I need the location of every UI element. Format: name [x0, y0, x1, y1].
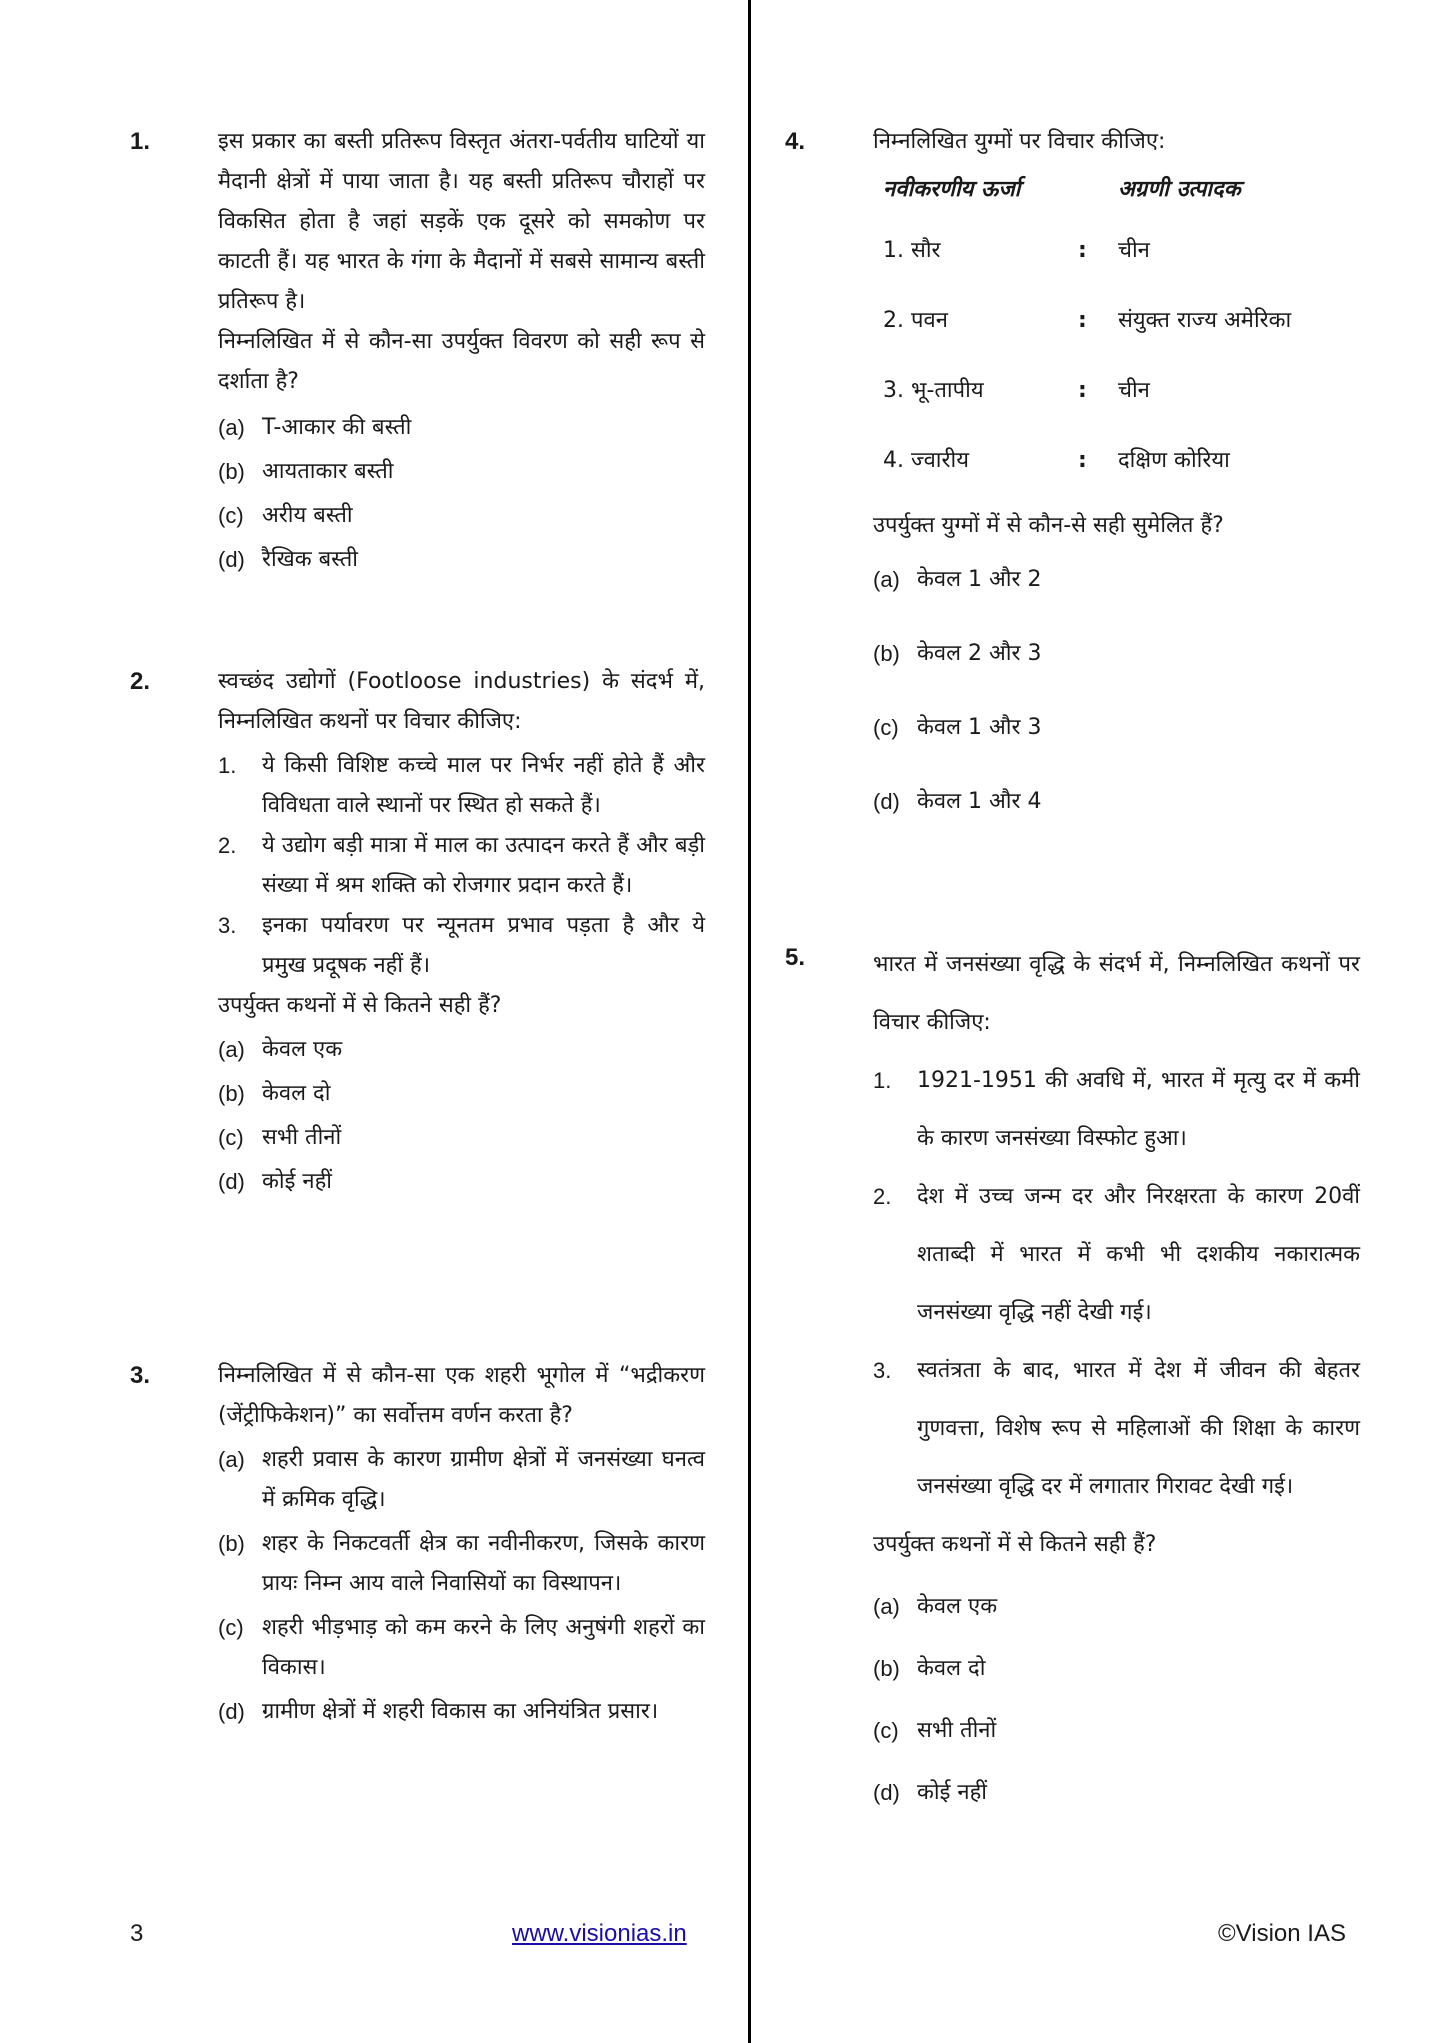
column-divider — [748, 0, 751, 2043]
question-4-text: निम्नलिखित युग्मों पर विचार कीजिए: — [873, 129, 1166, 154]
option-c: (c) अरीय बस्ती — [218, 503, 353, 528]
pair-row: 1. सौर : चीन — [883, 238, 1150, 263]
question-1-options — [218, 408, 705, 580]
question-1-ask: निम्नलिखित में से कौन-सा उपर्युक्त विवरण को सही रूप से दर्शाता है? — [218, 329, 705, 394]
statement-1: 1. 1921-1951 की अवधि में, भारत में मृत्यु दर में कमी के कारण जनसंख्या विस्फोट हुआ। — [873, 1068, 1360, 1151]
option-c: (c) सभी तीनों — [218, 1125, 342, 1150]
question-5-text: भारत में जनसंख्या वृद्धि के संदर्भ में, निम्नलिखित कथनों पर विचार कीजिए: — [873, 952, 1360, 1035]
question-5-ask: उपर्युक्त कथनों में से कितने सही हैं? — [873, 1532, 1157, 1557]
option-b: (b) शहर के निकटवर्ती क्षेत्र का नवीनीकरण, जिसके कारण प्रायः निम्न आय वाले निवासियों का विस्थापन। — [218, 1531, 705, 1596]
column-header-producer: अग्रणी उत्पादक — [1118, 177, 1241, 202]
question-5-number: 5. — [785, 944, 806, 971]
question-4-ask: उपर्युक्त युग्मों में से कौन-से सही सुमेलित हैं? — [873, 513, 1224, 538]
pairs-table — [883, 170, 1360, 496]
column-header-energy: नवीकरणीय ऊर्जा — [883, 177, 1021, 202]
option-a: (a) केवल एक — [873, 1594, 998, 1619]
option-d: (d) रैखिक बस्ती — [218, 547, 358, 572]
page-number: 3 — [130, 1920, 144, 1947]
question-2-options — [218, 1030, 705, 1202]
statement-3: 3. स्वतंत्रता के बाद, भारत में देश में जीवन की बेहतर गुणवत्ता, विशेष रूप से महिलाओं की शिक्षा के कारण जनसंख्या वृद्धि दर में लगातार गिरावट देखी गई। — [873, 1358, 1360, 1499]
question-2-ask: उपर्युक्त कथनों में से कितने सही हैं? — [218, 993, 502, 1018]
pair-row: 4. ज्वारीय : दक्षिण कोरिया — [883, 448, 1230, 473]
question-2-statements — [218, 746, 705, 986]
statement-1: 1. ये किसी विशिष्ट कच्चे माल पर निर्भर नहीं होते हैं और विविधता वाले स्थानों पर स्थित हो सकते हैं। — [218, 753, 705, 818]
question-3-options — [218, 1440, 705, 1732]
option-b: (b) केवल दो — [218, 1081, 331, 1106]
pair-row: 2. पवन : संयुक्त राज्य अमेरिका — [883, 308, 1292, 333]
question-2-number: 2. — [130, 668, 151, 695]
question-2 — [218, 662, 705, 1202]
statement-3: 3. इनका पर्यावरण पर न्यूनतम प्रभाव पड़ता है और ये प्रमुख प्रदूषक नहीं हैं। — [218, 913, 705, 978]
question-3-number: 3. — [130, 1362, 151, 1389]
website-link[interactable]: www.visionias.in — [512, 1920, 687, 1947]
question-4-number: 4. — [785, 128, 806, 155]
pair-row: 3. भू-तापीय : चीन — [883, 378, 1150, 403]
question-5-options — [873, 1578, 1360, 1822]
statement-2: 2. ये उद्योग बड़ी मात्रा में माल का उत्पादन करते हैं और बड़ी संख्या में श्रम शक्ति को रोजगार प्रदान करते हैं। — [218, 833, 705, 898]
copyright-text: ©Vision IAS — [1218, 1920, 1346, 1947]
option-b: (b) आयताकार बस्ती — [218, 459, 394, 484]
option-d: (d) केवल 1 और 4 — [873, 789, 1042, 814]
option-b: (b) केवल 2 और 3 — [873, 641, 1042, 666]
option-a: (a) केवल 1 और 2 — [873, 567, 1042, 592]
question-1-text: इस प्रकार का बस्ती प्रतिरूप विस्तृत अंतरा-पर्वतीय घाटियों या मैदानी क्षेत्रों में पाया जाता है। यह बस्ती प्रतिरूप चौराहों पर विकसित होता है जहां सड़कें एक दूसरे को समकोण पर काटती हैं। यह भारत के गंगा के मैदानों में सबसे सामान्य बस्ती प्रतिरूप है। — [218, 129, 705, 314]
question-4 — [873, 122, 1360, 852]
question-1 — [218, 122, 705, 580]
question-2-text: स्वच्छंद उद्योगों (Footloose industries) के संदर्भ में, निम्नलिखित कथनों पर विचार कीजिए: — [218, 669, 705, 734]
option-c: (c) सभी तीनों — [873, 1718, 997, 1743]
pairs-header — [883, 170, 1360, 210]
option-a: (a) शहरी प्रवास के कारण ग्रामीण क्षेत्रों में जनसंख्या घनत्व में क्रमिक वृद्धि। — [218, 1447, 705, 1512]
question-5 — [873, 936, 1360, 1822]
question-3 — [218, 1356, 705, 1732]
option-c: (c) शहरी भीड़भाड़ को कम करने के लिए अनुषंगी शहरों का विकास। — [218, 1615, 705, 1680]
option-b: (b) केवल दो — [873, 1656, 986, 1681]
statement-2: 2. देश में उच्च जन्म दर और निरक्षरता के कारण 20वीं शताब्दी में भारत में कभी भी दशकीय नकारात्मक जनसंख्या वृद्धि नहीं देखी गई। — [873, 1184, 1360, 1325]
question-5-statements — [873, 1052, 1360, 1516]
question-4-options — [873, 560, 1360, 852]
option-c: (c) केवल 1 और 3 — [873, 715, 1042, 740]
option-a: (a) केवल एक — [218, 1037, 343, 1062]
option-d: (d) ग्रामीण क्षेत्रों में शहरी विकास का अनियंत्रित प्रसार। — [218, 1699, 659, 1724]
option-d: (d) कोई नहीं — [218, 1169, 332, 1194]
option-a: (a) T-आकार की बस्ती — [218, 415, 412, 440]
option-d: (d) कोई नहीं — [873, 1780, 987, 1805]
question-1-number: 1. — [130, 128, 151, 155]
question-3-text: निम्नलिखित में से कौन-सा एक शहरी भूगोल में “भद्रीकरण (जेंट्रीफिकेशन)” का सर्वोत्तम वर्णन करता है? — [218, 1363, 705, 1428]
